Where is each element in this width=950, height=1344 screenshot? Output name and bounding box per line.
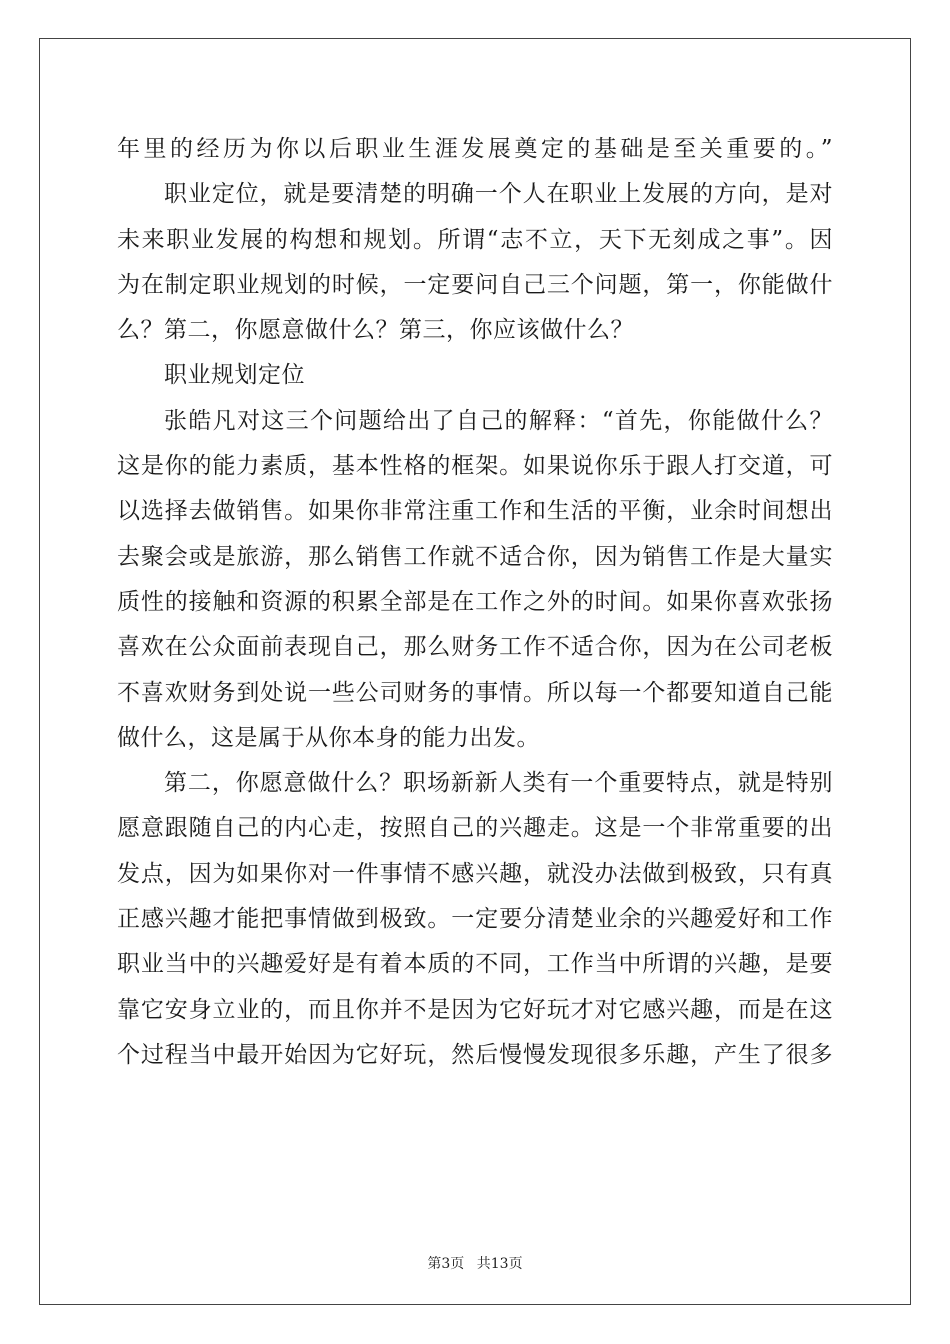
text-line: 做什么，这是属于从你本身的能力出发。: [117, 724, 540, 751]
text-line: 张皓凡对这三个问题给出了自己的解释：“首先，你能做什么？: [164, 407, 833, 434]
text-line: 这是你的能力素质，基本性格的框架。如果说你乐于跟人打交道，可: [117, 453, 833, 480]
text-line: 正感兴趣才能把事情做到极致。一定要分清楚业余的兴趣爱好和工作: [117, 906, 833, 933]
text-line: 质性的接触和资源的积累全部是在工作之外的时间。如果你喜欢张扬: [117, 588, 833, 615]
text-line: 职业当中的兴趣爱好是有着本质的不同，工作当中所谓的兴趣，是要: [117, 951, 833, 978]
text-line: 喜欢在公众面前表现自己，那么财务工作不适合你，因为在公司老板: [117, 634, 833, 661]
text-line: 第二，你愿意做什么？职场新新人类有一个重要特点，就是特别: [164, 770, 833, 797]
text-line: 愿意跟随自己的内心走，按照自己的兴趣走。这是一个非常重要的出: [117, 815, 833, 842]
text-line: 么？第二，你愿意做什么？第三，你应该做什么？: [117, 317, 634, 344]
text-line: 以选择去做销售。如果你非常注重工作和生活的平衡，业余时间想出: [117, 498, 833, 525]
page-footer: [0, 1253, 950, 1273]
text-line: 为在制定职业规划的时候，一定要问自己三个问题，第一，你能做什: [117, 271, 833, 298]
total-pages: 共13页: [476, 1256, 523, 1272]
text-line: 去聚会或是旅游，那么销售工作就不适合你，因为销售工作是大量实: [117, 543, 833, 570]
text-line: 靠它安身立业的，而且你并不是因为它好玩才对它感兴趣，而是在这: [117, 996, 833, 1023]
text-line: 发点，因为如果你对一件事情不感兴趣，就没办法做到极致，只有真: [117, 860, 833, 887]
page-number: 第3页: [427, 1256, 465, 1272]
section-heading: 职业规划定位: [164, 362, 305, 389]
text-line: 不喜欢财务到处说一些公司财务的事情。所以每一个都要知道自己能: [117, 679, 833, 706]
text-line: 年里的经历为你以后职业生涯发展奠定的基础是至关重要的。”: [117, 136, 833, 162]
text-line: 未来职业发展的构想和规划。所谓“志不立，天下无刻成之事”。因: [117, 226, 833, 253]
text-line: 职业定位，就是要清楚的明确一个人在职业上发展的方向，是对: [164, 181, 833, 208]
document-body: [117, 127, 833, 1078]
text-line: 个过程当中最开始因为它好玩，然后慢慢发现很多乐趣，产生了很多: [117, 1041, 833, 1068]
